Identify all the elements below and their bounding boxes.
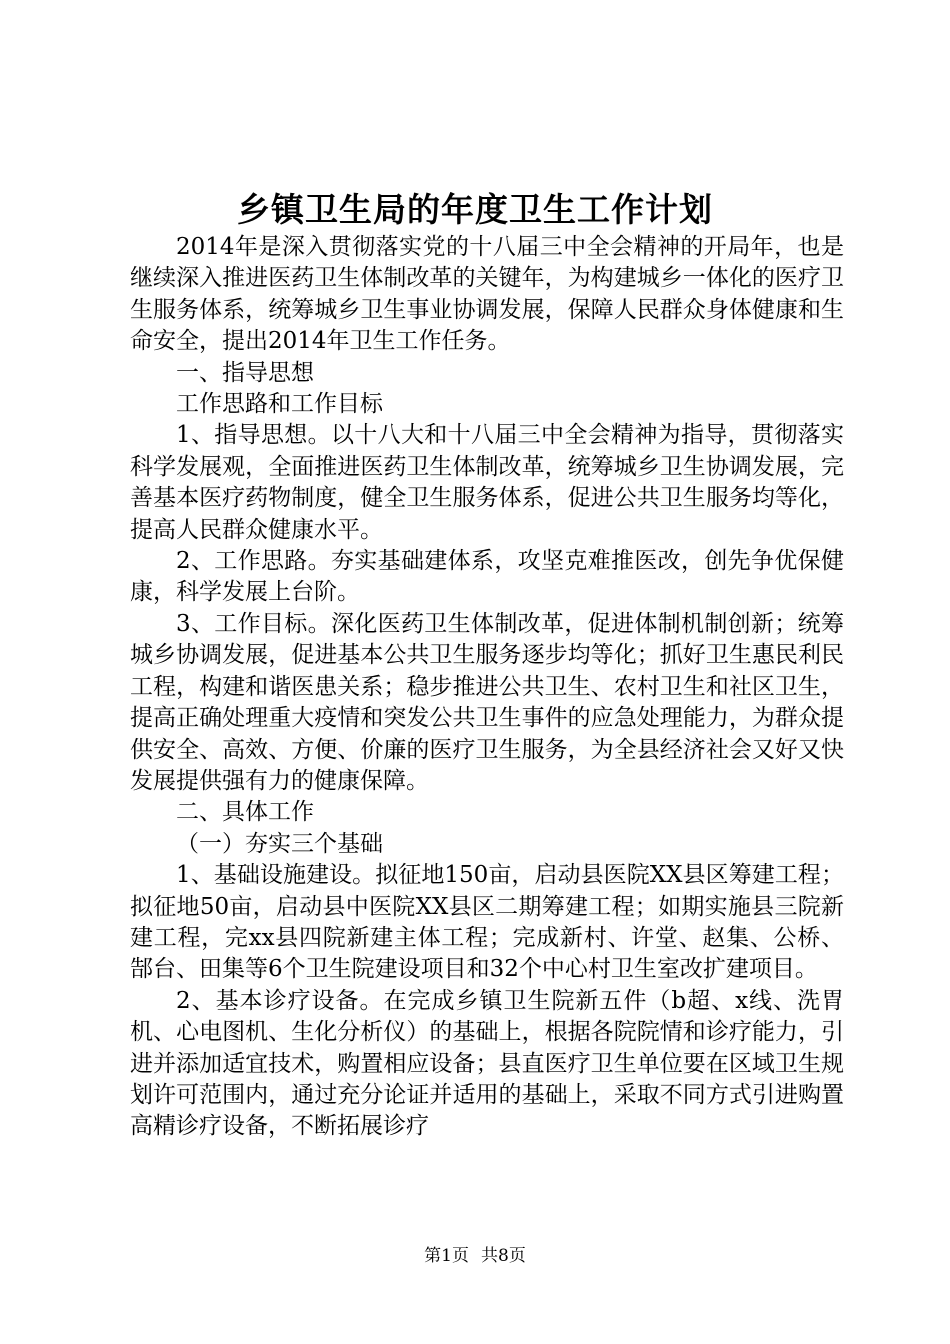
- document-title: 乡镇卫生局的年度卫生工作计划: [237, 190, 713, 229]
- paragraph-work-ideas: 2、工作思路。夯实基础建体系，攻坚克难推医改，创先争优保健康，科学发展上台阶。: [130, 548, 844, 606]
- page-footer: [0, 1244, 950, 1268]
- paragraph-diagnostic-equipment: 2、基本诊疗设备。在完成乡镇卫生院新五件（b超、x线、洗胃机、心电图机、生化分析仪）的基础上，根据各院院情和诊疗能力，引进并添加适宜技术，购置相应设备；县直医疗卫生单位要在区域卫生规划许可范围内，通过充分论证并适用的基础上，采取不同方式引进购置高精诊疗设备，不断拓展诊疗: [130, 987, 844, 1140]
- page-total: 共8页: [481, 1246, 526, 1266]
- subheading-three-foundations: （一）夯实三个基础: [176, 830, 383, 857]
- paragraph-intro: 2014年是深入贯彻落实党的十八届三中全会精神的开局年，也是继续深入推进医药卫生体制改革的关键年，为构建城乡一体化的医疗卫生服务体系，统筹城乡卫生事业协调发展，保障人民群众身体健康和生命安全，提出2014年卫生工作任务。: [130, 234, 844, 355]
- paragraph-guiding-ideology: 1、指导思想。以十八大和十八届三中全会精神为指导，贯彻落实科学发展观，全面推进医药卫生体制改革，统筹城乡卫生协调发展，完善基本医疗药物制度，健全卫生服务体系，促进公共卫生服务均等化，提高人民群众健康水平。: [130, 422, 844, 543]
- paragraph-work-goals: 3、工作目标。深化医药卫生体制改革，促进体制机制创新；统筹城乡协调发展，促进基本公共卫生服务逐步均等化；抓好卫生惠民利民工程，构建和谐医患关系；稳步推进公共卫生、农村卫生和社区卫生，提高正确处理重大疫情和突发公共卫生事件的应急处理能力，为群众提供安全、高效、方便、价廉的医疗卫生服务，为全县经济社会又好又快发展提供强有力的健康保障。: [130, 610, 844, 794]
- section-heading-specific-work: 二、具体工作: [176, 799, 314, 826]
- section-heading-guiding-ideology: 一、指导思想: [176, 359, 314, 386]
- page-number: 第1页: [424, 1246, 469, 1266]
- paragraph-infrastructure: 1、基础设施建设。拟征地150亩，启动县医院XX县区筹建工程；拟征地50亩，启动县中医院XX县区二期筹建工程；如期实施县三院新建工程，完xx县四院新建主体工程；完成新村、许堂、赵集、公桥、郜台、田集等6个卫生院建设项目和32个中心村卫生室改扩建项目。: [130, 862, 844, 983]
- subheading-work-ideas-goals: 工作思路和工作目标: [176, 391, 383, 418]
- document-body: [130, 232, 844, 1143]
